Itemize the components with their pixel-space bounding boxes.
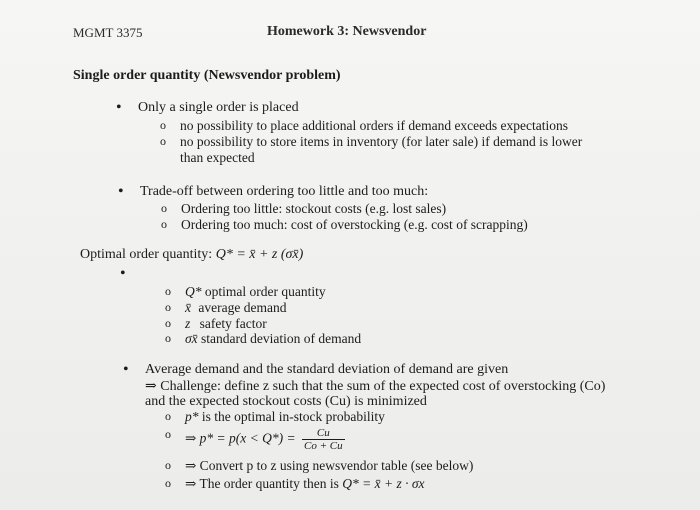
def-x-bar [185,300,286,316]
sub-p-star-sym: p* [185,409,199,424]
challenge-line: ⇒ Challenge: define z such that the sum of the expected cost of overstocking (Co) [145,379,606,394]
sub-convert-p-to-z: o ⇒ Convert p to z using newsvendor table (see below) [185,458,473,474]
course-code: MGMT 3375 [73,25,143,40]
sub-ordering-too-little: o Ordering too little: stockout costs (e.g. lost sales) [181,201,446,217]
order-quantity-formula: Q* = x̄ + z · σx [342,476,425,491]
fraction-denominator: Co + Cu [304,440,343,452]
sub-p-star-formula [185,427,345,452]
def-q-star [185,284,326,300]
bullet-trade-off: • Trade-off between ordering too little and too much: [140,184,428,200]
sub-order-quantity [185,476,425,492]
def-z [185,316,267,332]
cost-ratio-fraction [302,427,345,452]
empty-bullet: • [120,265,126,282]
def-q-star-text: optimal order quantity [204,284,326,299]
fraction-numerator: Cu [302,427,345,440]
sub-no-additional-orders: o no possibility to place additional orders if demand exceeds expectations [180,118,568,134]
def-x-bar-text: average demand [198,300,287,315]
def-z-text: safety factor [199,316,267,331]
def-sigma-sym: σx̄ [185,331,198,346]
sub-p-star-text: is the optimal in-stock probability [198,409,385,424]
def-z-sym: z [185,316,191,331]
bullet-average-demand: • Average demand and the standard deviation of demand are given [145,362,508,378]
optimal-order-line [80,247,303,263]
sub-no-storage-cont: than expected [180,150,255,165]
order-quantity-text: ⇒ The order quantity then is [185,476,343,491]
def-x-bar-sym: x̄ [185,300,191,315]
def-sigma [185,331,361,347]
optimal-formula: Q* = x̄ + z (σx̄) [215,247,304,262]
def-q-star-sym: Q* [185,284,202,299]
section-title: Single order quantity (Newsvendor problem) [73,68,341,83]
sub-no-storage: o no possibility to store items in inventory (for later sale) if demand is lower [180,134,582,150]
def-sigma-text: standard deviation of demand [201,331,362,346]
sub-p-star [185,409,385,425]
homework-title: Homework 3: Newsvendor [267,24,427,39]
bullet-single-order: • Only a single order is placed [138,100,299,116]
sub-ordering-too-much: o Ordering too much: cost of overstocking (e.g. cost of scrapping) [181,217,528,233]
optimal-label: Optimal order quantity: [80,247,216,262]
challenge-line-cont: and the expected stockout costs (Cu) is minimized [145,394,427,409]
p-star-lhs: ⇒ p* = p(x < Q*) = [185,430,296,446]
